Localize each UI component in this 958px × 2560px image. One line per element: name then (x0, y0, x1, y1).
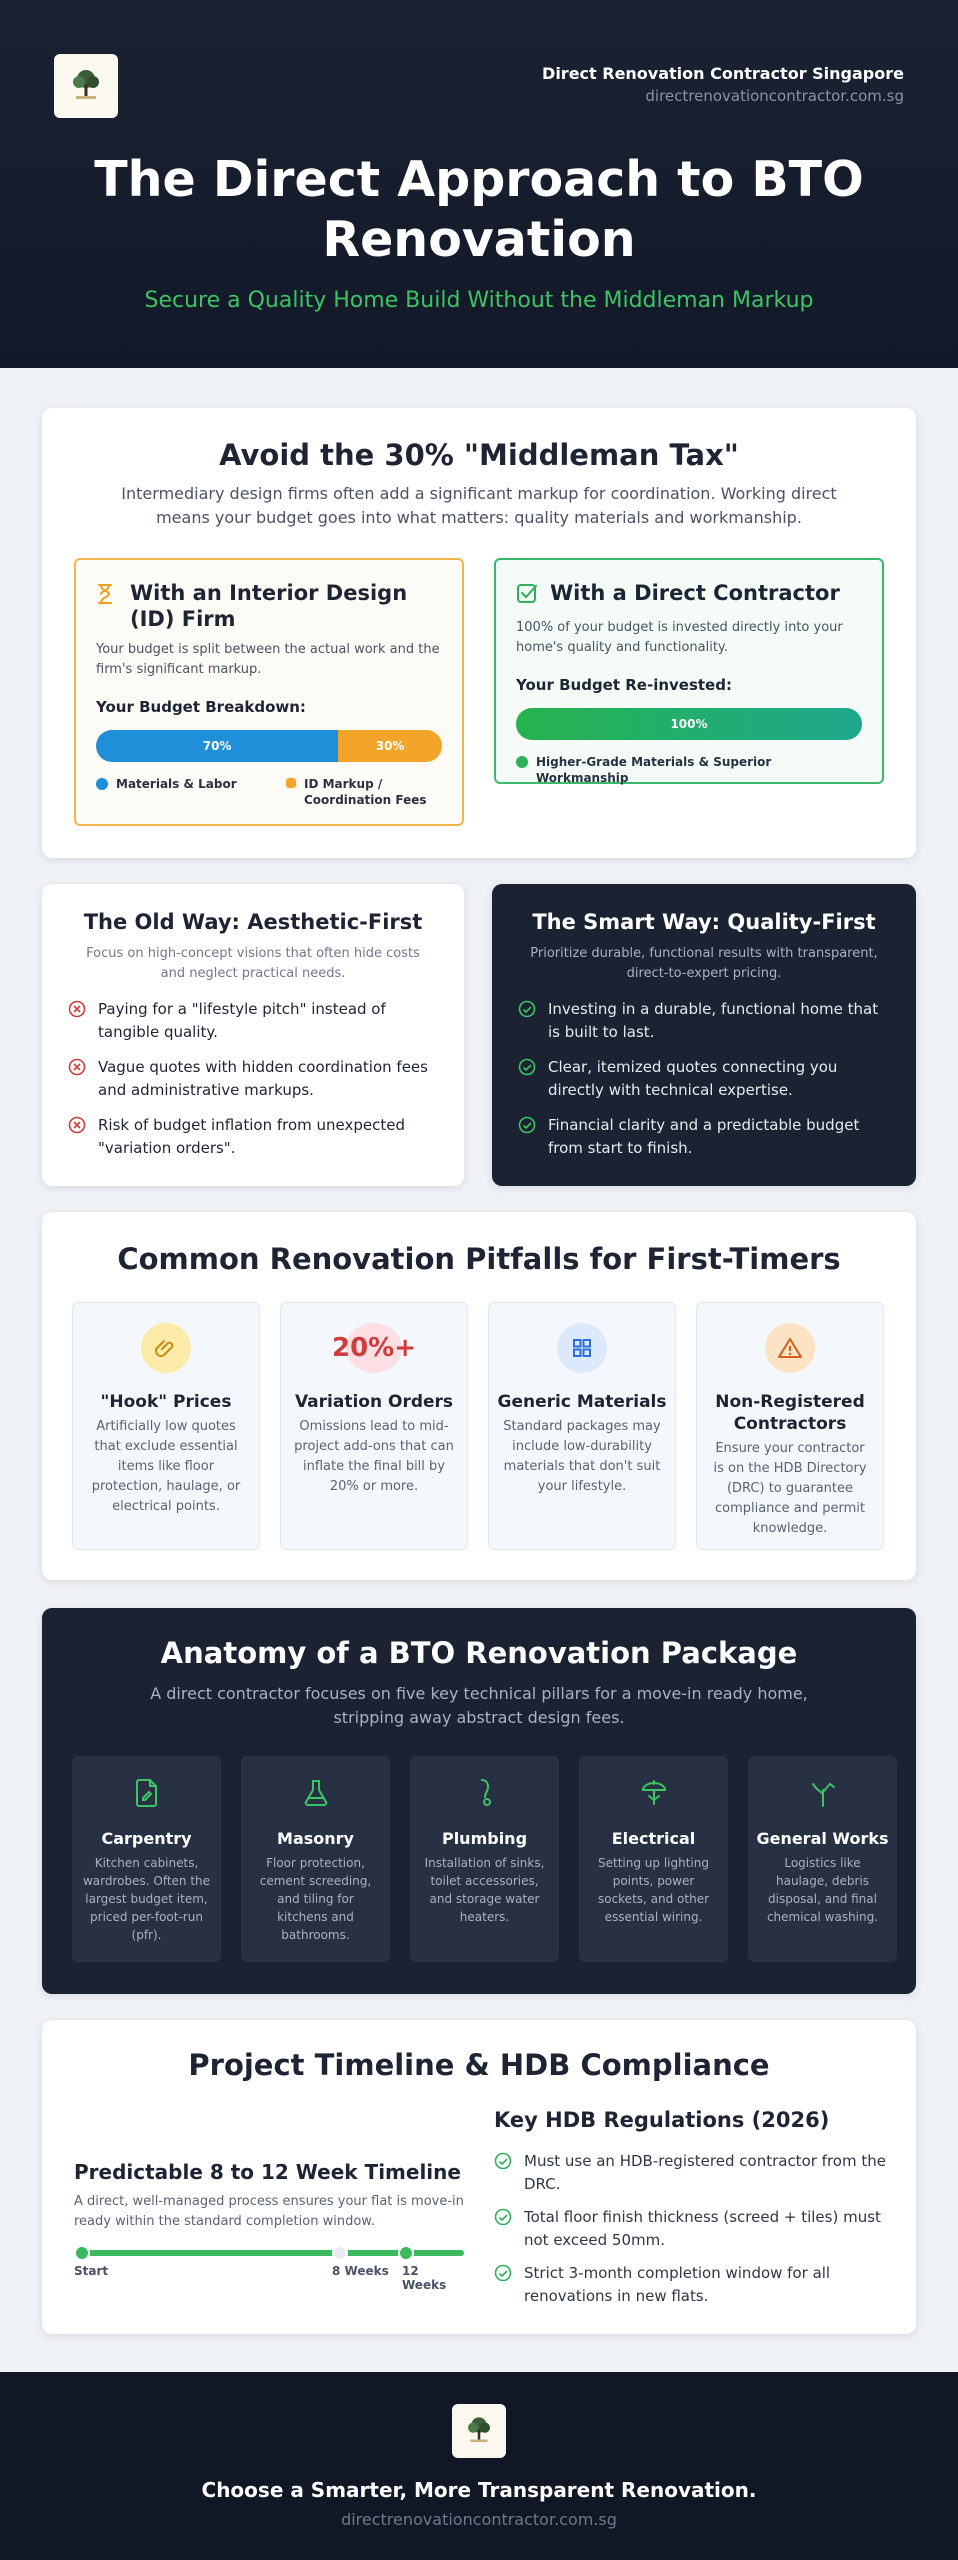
tree-logo-icon (462, 2414, 496, 2448)
list-item-text: Must use an HDB-registered contractor from the DRC. (524, 2152, 886, 2193)
list-item-text: Total floor finish thickness (screed + tiles) must not exceed 50mm. (524, 2208, 881, 2249)
list-item (494, 2206, 894, 2252)
legend-label: Materials & Labor (116, 777, 237, 791)
pitfalls-title: Common Renovation Pitfalls for First-Timers (117, 1242, 841, 1276)
pillar-general-works (748, 1756, 897, 1962)
tax-title: Avoid the 30% "Middleman Tax" (219, 438, 739, 472)
legend-item-materials (96, 776, 286, 808)
list-item-text: Vague quotes with hidden coordination fees and administrative markups. (98, 1058, 428, 1099)
id-budget-bar (96, 730, 442, 762)
smart-way-title: The Smart Way: Quality-First (532, 910, 876, 934)
budget-breakdown-label: Your Budget Breakdown: (96, 698, 306, 716)
tax-lead: Intermediary design firms often add a significant markup for coordination. Working direct means your budget goes into what matters: quality materials and workmanship. (121, 484, 837, 527)
brand-block (542, 64, 904, 105)
timeline-marker-12-weeks (398, 2245, 414, 2261)
timeline-label-start: Start (74, 2264, 109, 2278)
timeline-section (74, 2160, 464, 2292)
footer-url[interactable]: directrenovationcontractor.com.sg (341, 2510, 617, 2529)
legend-label: ID Markup / Coordination Fees (304, 777, 427, 807)
warning-icon (765, 1323, 815, 1373)
timeline-heading: Predictable 8 to 12 Week Timeline (74, 2160, 461, 2184)
pillar-desc: Kitchen cabinets, wardrobes. Often the largest budget item, priced per-foot-run (pfr). (82, 1856, 211, 1942)
check-circle-icon (494, 2262, 514, 2308)
pillar-plumbing (410, 1756, 559, 1962)
id-firm-heading (96, 580, 442, 632)
check-circle-icon (494, 2206, 514, 2252)
check-circle-icon (518, 998, 538, 1044)
grid-icon (557, 1323, 607, 1373)
list-item (68, 998, 438, 1044)
id-legend (96, 776, 442, 808)
reinvested-label: Your Budget Re-invested: (516, 676, 732, 694)
x-circle-icon (68, 1114, 88, 1160)
list-item (494, 2150, 894, 2196)
legend-dot-green (516, 756, 528, 768)
pillar-desc: Logistics like haulage, debris disposal, and final chemical washing. (766, 1856, 879, 1924)
pillar-masonry (241, 1756, 390, 1962)
middleman-tax-card (42, 408, 916, 858)
pitfall-desc: Ensure your contractor is on the HDB Directory (DRC) to guarantee compliance and permit knowledge. (713, 1441, 867, 1536)
x-circle-icon (68, 1056, 88, 1102)
tree-logo-icon (66, 66, 106, 106)
legend-dot-amber (286, 778, 296, 788)
old-way-card (42, 884, 464, 1186)
regulations-title: Key HDB Regulations (2026) (494, 2108, 830, 2132)
bar-segment-markup: 30% (338, 730, 442, 762)
list-item-text: Paying for a "lifestyle pitch" instead of tangible quality. (98, 1000, 386, 1041)
bar-segment-full: 100% (516, 708, 862, 740)
timeline-desc: A direct, well-managed process ensures your flat is move-in ready within the standard completion window. (74, 2194, 464, 2229)
id-firm-title: With an Interior Design (ID) Firm (130, 581, 408, 631)
footer (0, 2372, 958, 2560)
pillars-grid (72, 1756, 897, 1962)
pitfall-title: Non-Registered Contractors (715, 1392, 865, 1434)
pillar-title: Electrical (611, 1829, 696, 1848)
timeline-track (74, 2250, 464, 2256)
list-item-text: Strict 3-month completion window for all renovations in new flats. (524, 2264, 831, 2305)
direct-contractor-title: With a Direct Contractor (550, 581, 840, 605)
pillar-desc: Setting up lighting points, power sockets, and other essential wiring. (597, 1856, 710, 1924)
pitfall-desc: Omissions lead to mid-project add-ons that can inflate the final bill by 20% or more. (294, 1419, 454, 1494)
percent-badge-text: 20%+ (331, 1333, 417, 1363)
pitfall-desc: Standard packages may include low-durability materials that don't suit your lifestyle. (503, 1419, 661, 1494)
direct-contractor-desc: 100% of your budget is invested directly into your home's quality and functionality. (516, 620, 843, 655)
old-way-title: The Old Way: Aesthetic-First (83, 910, 423, 934)
timeline-label-8-weeks: 8 Weeks (332, 2264, 389, 2278)
flask-icon (299, 1776, 333, 1810)
faucet-icon (468, 1776, 502, 1810)
footer-logo[interactable] (452, 2404, 506, 2458)
anatomy-lead: A direct contractor focuses on five key technical pillars for a move-in ready home, stripping away abstract design fees. (150, 1684, 808, 1727)
timeline-marker-start (74, 2245, 90, 2261)
pillar-title: General Works (756, 1829, 889, 1848)
pitfall-desc: Artificially low quotes that exclude essential items like floor protection, haulage, or electrical points. (91, 1419, 241, 1514)
dc-legend (516, 754, 862, 786)
id-firm-desc: Your budget is split between the actual work and the firm's significant markup. (96, 642, 440, 677)
timeline-card (42, 2020, 916, 2334)
pitfall-generic-materials (488, 1302, 676, 1550)
percent-badge (331, 1323, 417, 1373)
legend-item-markup (286, 776, 436, 808)
pitfall-title: Variation Orders (294, 1392, 454, 1412)
smart-way-card (492, 884, 916, 1186)
list-item-text: Risk of budget inflation from unexpected "variation orders". (98, 1116, 406, 1157)
list-item (68, 1114, 438, 1160)
smart-way-list (518, 998, 888, 1160)
pillar-title: Carpentry (101, 1829, 192, 1848)
smart-way-desc: Prioritize durable, functional results with transparent, direct-to-expert pricing. (530, 946, 878, 981)
list-item (518, 998, 888, 1044)
anatomy-title: Anatomy of a BTO Renovation Package (160, 1636, 798, 1670)
bar-segment-materials: 70% (96, 730, 338, 762)
x-circle-icon (68, 998, 88, 1044)
pitfall-hook-prices (72, 1302, 260, 1550)
legend-item-quality (516, 754, 862, 786)
check-circle-icon (518, 1056, 538, 1102)
pitfall-non-registered (696, 1302, 884, 1550)
brand-name: Direct Renovation Contractor Singapore (542, 64, 904, 83)
pitfalls-grid (72, 1302, 884, 1550)
dc-budget-bar (516, 708, 862, 740)
anatomy-card (42, 1608, 916, 1994)
paperclip-icon (141, 1323, 191, 1373)
page-title: The Direct Approach to BTO Renovation (94, 151, 864, 268)
pillar-desc: Installation of sinks, toilet accessories, and storage water heaters. (424, 1856, 545, 1924)
ceiling-light-icon (637, 1776, 671, 1810)
brand-logo[interactable] (54, 54, 118, 118)
list-item (494, 2262, 894, 2308)
direct-contractor-heading (516, 580, 862, 610)
regulations-list (494, 2150, 894, 2308)
timeline-title: Project Timeline & HDB Compliance (188, 2048, 770, 2082)
hero-header (0, 0, 958, 368)
footer-tagline: Choose a Smarter, More Transparent Renovation. (201, 2478, 757, 2502)
pitfall-title: "Hook" Prices (100, 1392, 232, 1412)
check-circle-icon (518, 1114, 538, 1160)
check-circle-icon (494, 2150, 514, 2196)
id-firm-box (74, 558, 464, 826)
old-way-desc: Focus on high-concept visions that often hide costs and neglect practical needs. (86, 946, 420, 981)
list-item-text: Clear, itemized quotes connecting you directly with technical expertise. (548, 1058, 838, 1099)
pitfall-variation-orders (280, 1302, 468, 1550)
hdb-regulations (494, 2108, 894, 2318)
brand-url[interactable]: directrenovationcontractor.com.sg (645, 87, 904, 105)
list-item (68, 1056, 438, 1102)
legend-label: Higher-Grade Materials & Superior Workmanship (536, 755, 772, 785)
branch-icon (806, 1776, 840, 1810)
hourglass-icon (96, 580, 120, 632)
direct-contractor-box (494, 558, 884, 784)
list-item (518, 1056, 888, 1102)
pitfall-title: Generic Materials (497, 1392, 667, 1412)
legend-dot-blue (96, 778, 108, 790)
document-edit-icon (130, 1776, 164, 1810)
list-item (518, 1114, 888, 1160)
pitfalls-card (42, 1212, 916, 1580)
timeline-marker-8-weeks (332, 2245, 348, 2261)
timeline-labels (74, 2264, 464, 2292)
list-item-text: Financial clarity and a predictable budget from start to finish. (548, 1116, 860, 1157)
pillar-electrical (579, 1756, 728, 1962)
old-way-list (68, 998, 438, 1160)
list-item-text: Investing in a durable, functional home that is built to last. (548, 1000, 879, 1041)
pillar-title: Masonry (277, 1829, 354, 1848)
timeline-label-12-weeks: 12 Weeks (402, 2264, 447, 2292)
checkbox-icon (516, 580, 540, 610)
pillar-title: Plumbing (441, 1829, 528, 1848)
page-subtitle: Secure a Quality Home Build Without the Middleman Markup (144, 288, 814, 313)
pillar-desc: Floor protection, cement screeding, and tiling for kitchens and bathrooms. (259, 1856, 372, 1942)
pillar-carpentry (72, 1756, 221, 1962)
